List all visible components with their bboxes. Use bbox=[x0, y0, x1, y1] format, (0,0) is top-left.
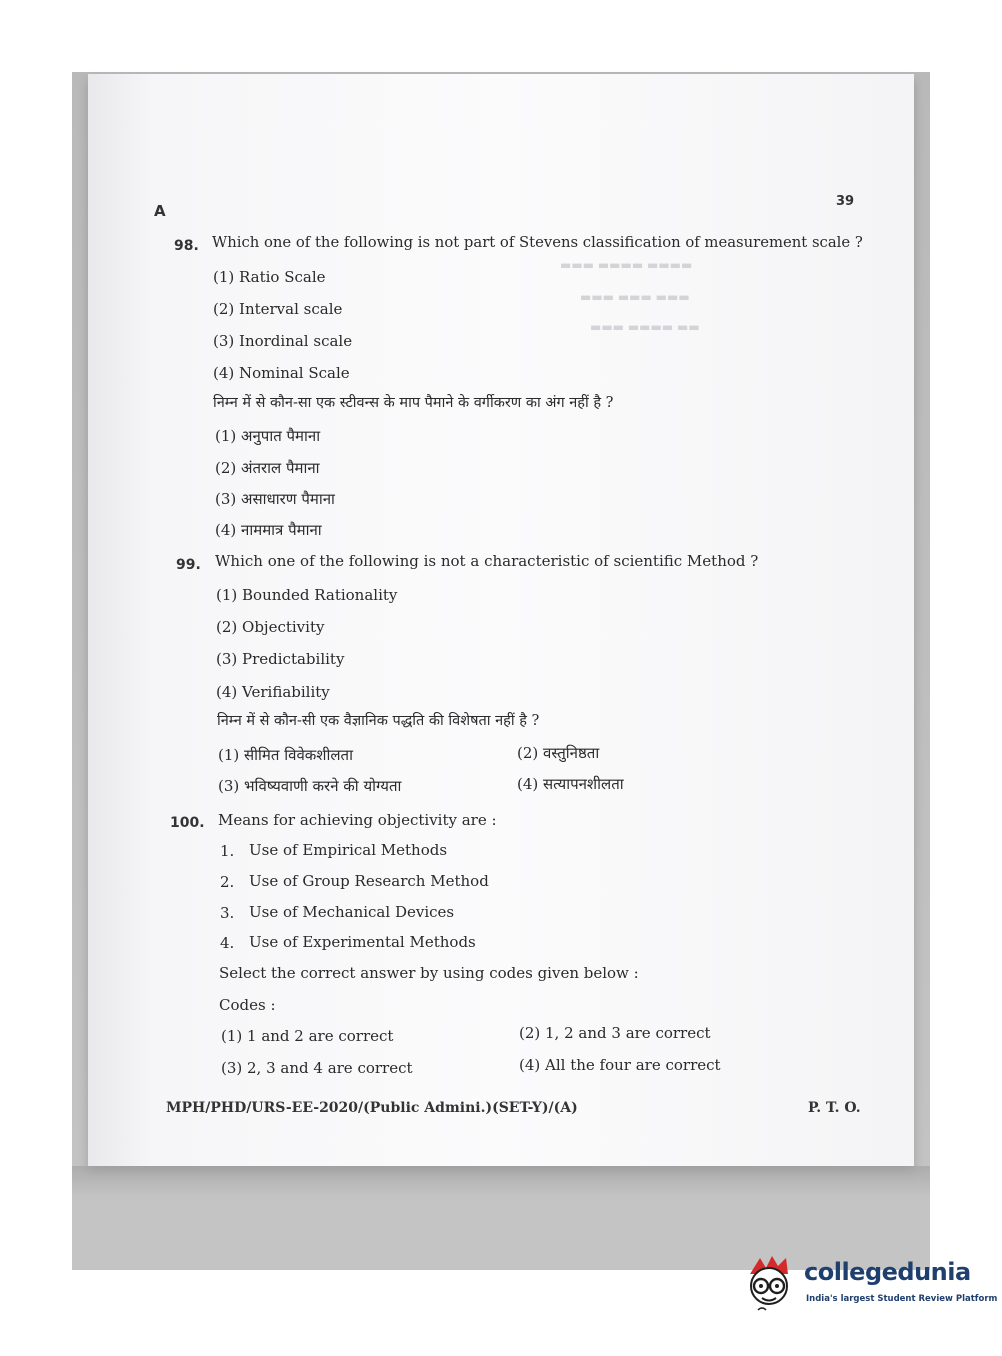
statement-number: 4. bbox=[220, 934, 235, 952]
statement-text: Use of Group Research Method bbox=[249, 872, 489, 890]
question-text: Which one of the following is not a characteristic of scientific Method ? bbox=[215, 552, 759, 570]
question-number: 98. bbox=[174, 238, 199, 254]
page-shadow bbox=[72, 1166, 930, 1196]
statement-number: 2. bbox=[220, 873, 235, 891]
option-hindi: (1) अनुपात पैमाना bbox=[215, 427, 321, 445]
brand-tagline: India's largest Student Review Platform bbox=[806, 1294, 998, 1304]
option-hindi: (4) नाममात्र पैमाना bbox=[215, 521, 322, 539]
bleed-through-text: ▬▬▬ ▬▬▬▬ ▬▬ bbox=[590, 320, 700, 334]
option: (4) Verifiability bbox=[216, 683, 330, 701]
statement-text: Use of Mechanical Devices bbox=[249, 903, 455, 921]
page-number: 39 bbox=[836, 194, 855, 209]
paper-code: MPH/PHD/URS-EE-2020/(Public Admini.)(SET-Y)/(A) bbox=[166, 1100, 578, 1116]
statement-number: 3. bbox=[220, 904, 235, 922]
option-hindi: (4) सत्यापनशीलता bbox=[517, 775, 624, 793]
option: (4) Nominal Scale bbox=[213, 364, 350, 382]
collegedunia-logo bbox=[742, 1248, 998, 1318]
option-hindi: (1) सीमित विवेकशीलता bbox=[218, 746, 353, 764]
set-letter: A bbox=[154, 202, 166, 220]
option: (1) Ratio Scale bbox=[213, 268, 326, 286]
mascot-icon bbox=[742, 1252, 800, 1312]
bleed-through-text: ▬▬▬ ▬▬▬ ▬▬▬ bbox=[580, 290, 690, 304]
option: (2) Interval scale bbox=[213, 300, 343, 318]
option: (1) Bounded Rationality bbox=[216, 586, 398, 604]
code-option: (2) 1, 2 and 3 are correct bbox=[519, 1024, 711, 1042]
question-number: 99. bbox=[176, 557, 201, 573]
option-hindi: (3) भविष्यवाणी करने की योग्यता bbox=[218, 777, 402, 795]
question-text: Means for achieving objectivity are : bbox=[218, 811, 497, 829]
question-text-hindi: निम्न में से कौन-सा एक स्टीवन्स के माप पैमाने के वर्गीकरण का अंग नहीं है ? bbox=[213, 395, 614, 411]
brand-name: collegedunia bbox=[804, 1258, 971, 1286]
statement-text: Use of Empirical Methods bbox=[249, 841, 448, 859]
code-option: (3) 2, 3 and 4 are correct bbox=[221, 1059, 413, 1077]
code-option: (4) All the four are correct bbox=[519, 1056, 721, 1074]
statement-number: 1. bbox=[220, 842, 235, 860]
statement-text: Use of Experimental Methods bbox=[249, 933, 476, 951]
pto-label: P. T. O. bbox=[808, 1100, 861, 1116]
question-text-hindi: निम्न में से कौन-सी एक वैज्ञानिक पद्धति की विशेषता नहीं है ? bbox=[217, 713, 540, 729]
bleed-through-text: ▬▬▬ ▬▬▬▬ ▬▬▬▬ bbox=[560, 258, 693, 272]
instruction-text: Select the correct answer by using codes given below : bbox=[219, 964, 639, 982]
option: (3) Predictability bbox=[216, 650, 345, 668]
code-option: (1) 1 and 2 are correct bbox=[221, 1027, 394, 1045]
question-number: 100. bbox=[170, 815, 205, 831]
option-hindi: (2) अंतराल पैमाना bbox=[215, 459, 320, 477]
option-hindi: (2) वस्तुनिष्ठता bbox=[517, 744, 600, 762]
codes-label: Codes : bbox=[219, 996, 276, 1014]
question-text: Which one of the following is not part of Stevens classification of measurement scale ? bbox=[212, 234, 863, 251]
option: (2) Objectivity bbox=[216, 618, 325, 636]
option-hindi: (3) असाधारण पैमाना bbox=[215, 490, 335, 508]
option: (3) Inordinal scale bbox=[213, 332, 353, 350]
